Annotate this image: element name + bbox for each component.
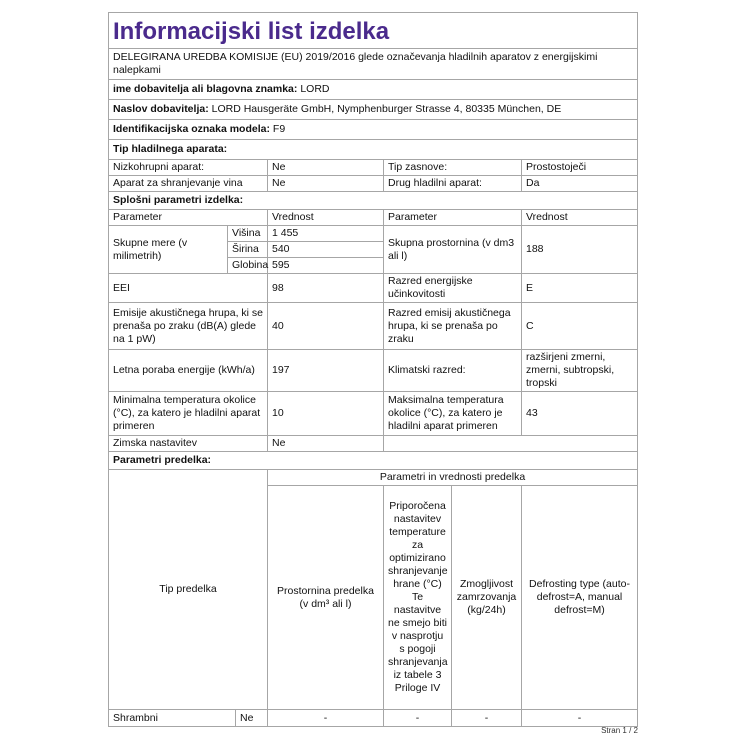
address-row [109,100,638,120]
height-label: Višina [228,226,268,242]
max-temp-label: Maksimalna temperatura okolice (°C), za katero je hladilni aparat primeren [384,392,522,436]
page-number: Stran 1 / 2 [601,726,638,735]
empty-cell [384,436,638,452]
eei-label: EEI [109,274,268,303]
general-section-heading: Splošni parametri izdelka: [109,192,638,210]
energy-class-value: E [522,274,638,303]
compartment-row [109,710,268,727]
climate-class-value: razširjeni zmerni, zmerni, subtropski, tropski [522,350,638,392]
compartment-section-heading: Parametri predelka: [109,452,638,470]
total-volume-value: 188 [522,226,638,274]
max-temp-value: 43 [522,392,638,436]
value-header-1: Vrednost [268,210,384,226]
model-value: F9 [272,123,286,135]
wine-storage-label: Aparat za shranjevanje vina [109,176,268,192]
noise-class-value: C [522,303,638,350]
compartment-present: Ne [240,712,254,724]
height-value: 1 455 [268,226,384,242]
other-appliance-label: Drug hladilni aparat: [384,176,522,192]
compartment-temp-header: Priporočena nastavitev temperature za optimizirano shranjevanje hrane (°C) Te nastavitve ne smejo biti v nasprotju s pogoji shranjevanja iz tabele 3 Priloge IV [384,486,452,710]
winter-setting-value: Ne [268,436,384,452]
min-temp-label: Minimalna temperatura okolice (°C), za katero je hladilni aparat primeren [109,392,268,436]
noise-emission-label: Emisije akustičnega hrupa, ki se prenaša po zraku (dB(A) glede na 1 pW) [109,303,268,350]
param-header-2: Parameter [384,210,522,226]
info-table [108,12,638,470]
freezing-capacity-header: Zmogljivost zamrzovanja (kg/24h) [452,486,522,710]
eei-value: 98 [268,274,384,303]
compartment-volume-header: Prostornina predelka (v dm³ ali l) [268,486,384,710]
annual-energy-value: 197 [268,350,384,392]
annual-energy-label: Letna poraba energije (kWh/a) [109,350,268,392]
address-value: LORD Hausgeräte GmbH, Nymphenburger Strasse 4, 80335 München, DE [211,103,562,115]
low-noise-label: Nizkohrupni aparat: [109,160,268,176]
low-noise-value: Ne [268,160,384,176]
compartment-name: Shrambni [109,710,236,726]
regulation-text: DELEGIRANA UREDBA KOMISIJE (EU) 2019/2016 glede označevanja hladilnih aparatov z energijskimi nalepkami [109,49,638,80]
compartment-table [108,469,638,727]
width-value: 540 [268,242,384,258]
param-header-1: Parameter [109,210,268,226]
noise-emission-value: 40 [268,303,384,350]
defrost-type-header: Defrosting type (auto-defrost=A, manual defrost=M) [522,486,638,710]
wine-storage-value: Ne [268,176,384,192]
address-label: Naslov dobavitelja: [113,103,209,115]
min-temp-value: 10 [268,392,384,436]
model-label: Identifikacijska oznaka modela: [113,123,270,135]
document-title: Informacijski list izdelka [109,13,638,49]
design-type-value: Prostostoječi [522,160,638,176]
compartment-volume: - [268,710,384,727]
energy-class-label: Razred energijske učinkovitosti [384,274,522,303]
noise-class-label: Razred emisij akustičnega hrupa, ki se prenaša po zraku [384,303,522,350]
winter-setting-label: Zimska nastavitev [109,436,268,452]
compartment-type-header: Tip predelka [159,583,217,595]
product-info-sheet [108,12,637,727]
supplier-label: ime dobavitelja ali blagovna znamka: [113,83,298,95]
supplier-value: LORD [300,83,330,95]
design-type-label: Tip zasnove: [384,160,522,176]
dimensions-label: Skupne mere (v milimetrih) [109,226,228,274]
supplier-row [109,80,638,100]
compartment-blank [109,470,268,710]
total-volume-label: Skupna prostornina (v dm3 ali l) [384,226,522,274]
compartment-defrost: - [522,710,638,727]
compartment-freeze: - [452,710,522,727]
depth-label: Globina [228,258,268,274]
depth-value: 595 [268,258,384,274]
value-header-2: Vrednost [522,210,638,226]
compartment-temp: - [384,710,452,727]
model-row [109,120,638,140]
climate-class-label: Klimatski razred: [384,350,522,392]
compartment-group-header: Parametri in vrednosti predelka [268,470,638,486]
width-label: Širina [228,242,268,258]
other-appliance-value: Da [522,176,638,192]
type-section-heading: Tip hladilnega aparata: [109,140,638,160]
